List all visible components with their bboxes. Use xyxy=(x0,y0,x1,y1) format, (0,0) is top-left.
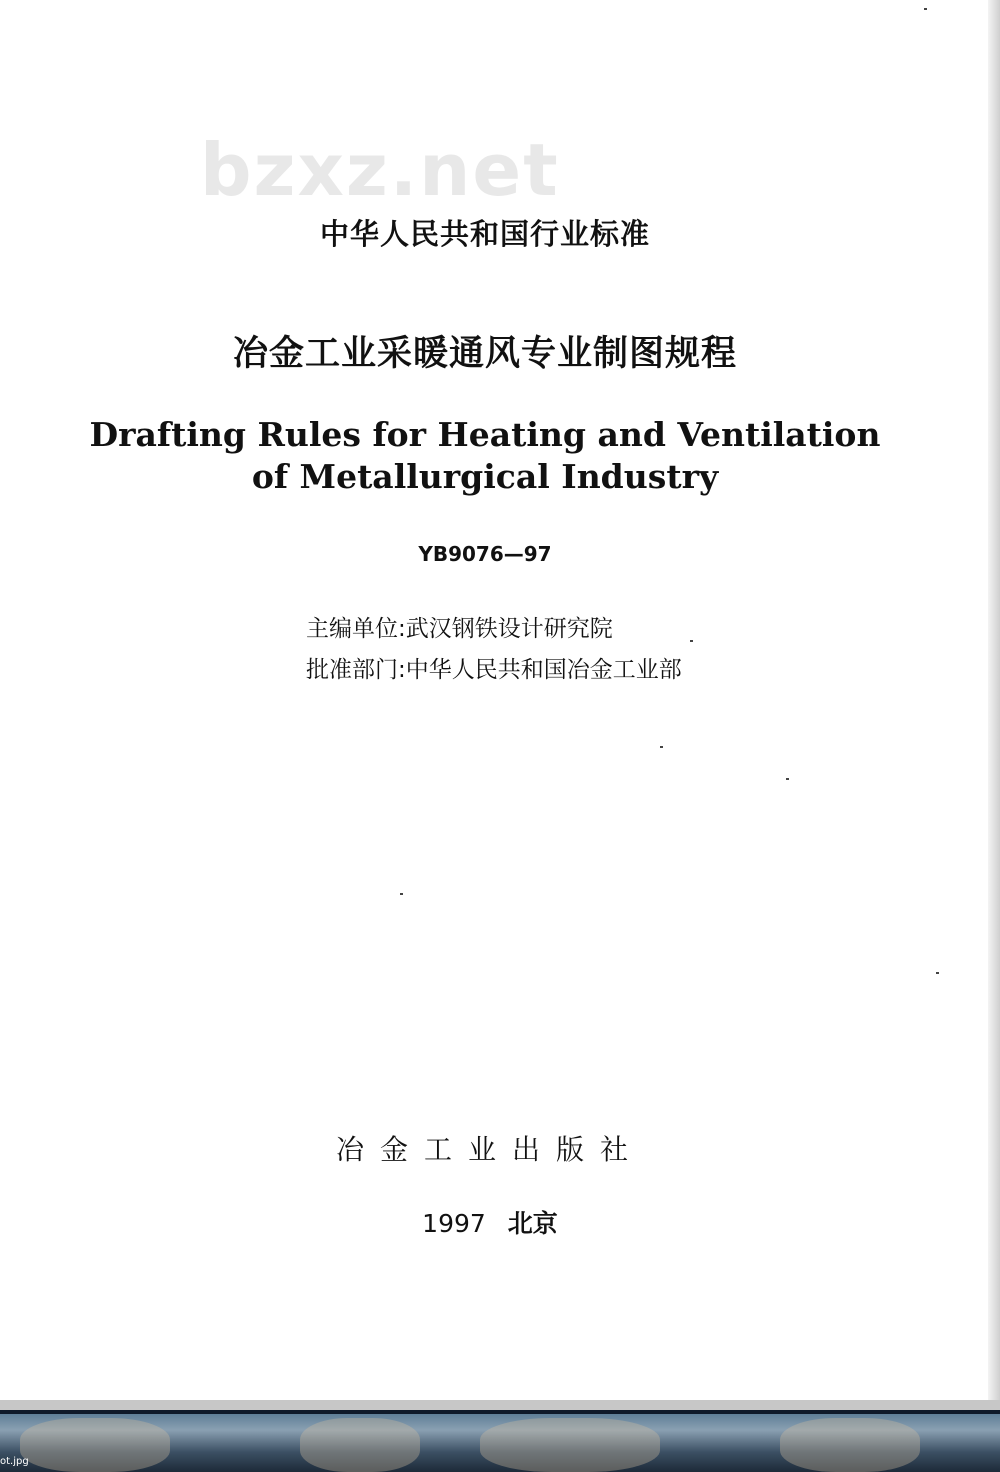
page-edge-shadow xyxy=(988,0,1000,1400)
approver-value: 中华人民共和国冶金工业部 xyxy=(405,657,682,683)
approver-row xyxy=(306,651,682,684)
scan-speck xyxy=(936,972,939,974)
background-glow xyxy=(480,1418,660,1472)
scan-speck xyxy=(924,8,927,10)
chief-editor-label: 主编单位: xyxy=(306,616,406,642)
title-english-line-2: of Metallurgical Industry xyxy=(251,457,719,496)
background-glow xyxy=(20,1418,170,1472)
approver-label: 批准部门: xyxy=(306,657,406,683)
title-chinese: 冶金工业采暖通风专业制图规程 xyxy=(232,334,737,374)
file-name-label: ot.jpg xyxy=(0,1456,29,1467)
publisher: 冶金工业出版社 xyxy=(335,1133,644,1166)
chief-editor-value: 武汉钢铁设计研究院 xyxy=(405,616,613,642)
standard-code: YB9076—97 xyxy=(418,542,552,566)
background-glow xyxy=(300,1418,420,1472)
scan-speck xyxy=(660,746,663,748)
title-english-line-1: Drafting Rules for Heating and Ventilation xyxy=(89,415,881,454)
background-glow xyxy=(780,1418,920,1472)
chief-editor-row xyxy=(306,610,613,643)
desktop-background-strip xyxy=(0,1400,1000,1472)
standard-type-heading: 中华人民共和国行业标准 xyxy=(319,217,650,251)
title-english xyxy=(0,414,985,498)
publication-info xyxy=(0,1204,990,1240)
scan-speck xyxy=(400,893,403,895)
publication-year: 1997 xyxy=(422,1209,486,1238)
scan-speck xyxy=(786,778,789,780)
publication-city: 北京 xyxy=(507,1209,558,1238)
watermark: bzxz.net xyxy=(200,128,560,212)
scan-speck xyxy=(690,640,693,642)
